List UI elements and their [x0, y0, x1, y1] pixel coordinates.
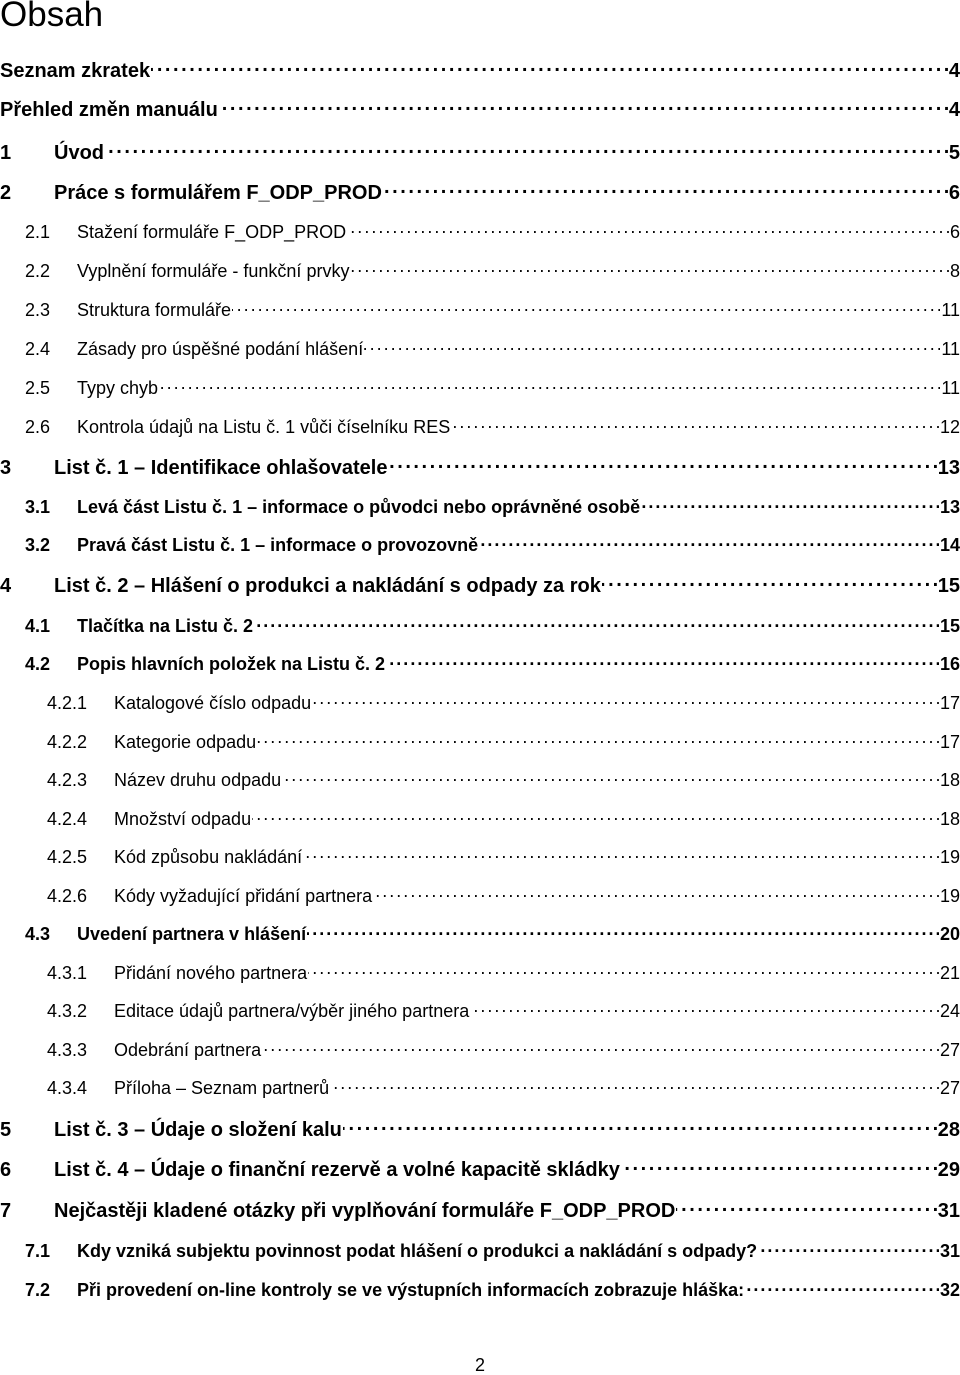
toc-item-3[interactable]: [0, 454, 960, 480]
toc-leader-dots: [383, 179, 948, 199]
toc-item-3-2[interactable]: [25, 533, 960, 556]
toc-item-number: 4.2.5: [47, 847, 88, 867]
toc-leader-dots: [159, 376, 940, 394]
toc-item-number: 7: [0, 1200, 12, 1222]
toc-item-text: Katalogové číslo odpadu: [114, 693, 312, 713]
toc-leader-dots: [641, 495, 939, 513]
toc-item-text: Editace údajů partnera/výběr jiného partnera: [114, 1001, 470, 1021]
toc-leader-dots: [307, 922, 939, 940]
toc-item-4-2[interactable]: [25, 652, 960, 675]
toc-leader-dots: [105, 139, 948, 159]
toc-item-text: Přidání nového partnera: [114, 963, 308, 983]
toc-leader-dots: [257, 730, 939, 748]
toc-leader-dots: [252, 807, 939, 825]
toc-item-page: 13: [937, 457, 960, 479]
toc-item-number: 2.1: [25, 222, 51, 242]
toc-item-number: 4.3.1: [47, 963, 88, 983]
toc-item-1[interactable]: [0, 139, 960, 165]
toc-leader-dots: [347, 220, 949, 238]
toc-leader-dots: [312, 691, 939, 709]
toc-leader-dots: [262, 1038, 939, 1056]
toc-item-text: Stažení formuláře F_ODP_PROD: [77, 222, 347, 242]
toc-leader-dots: [330, 1076, 939, 1094]
toc-item-2-2[interactable]: [25, 259, 960, 282]
toc-item-text: Kdy vzniká subjektu povinnost podat hlášení o produkci a nakládání s odpady?: [77, 1241, 758, 1261]
toc-leader-dots: [470, 999, 939, 1017]
toc-item-text: Přehled změn manuálu: [0, 99, 218, 121]
toc-item-page: 8: [949, 261, 960, 281]
toc-item-page: 11: [941, 300, 960, 320]
toc-item-page: 6: [949, 222, 960, 242]
toc-item-text: Kódy vyžadující přidání partnera: [114, 886, 373, 906]
toc-item-page: 14: [939, 535, 960, 555]
toc-item-page: 27: [939, 1078, 960, 1098]
toc-item-page: 17: [939, 732, 960, 752]
toc-item-7-2[interactable]: [25, 1278, 960, 1301]
toc-item-4-2-5[interactable]: [47, 845, 960, 868]
toc-item-4-2-3[interactable]: [47, 768, 960, 791]
toc-item-number: 2.3: [25, 300, 51, 320]
toc-item-number: 4.2.1: [47, 693, 88, 713]
toc-leader-dots: [451, 415, 939, 433]
toc-item-text: List č. 2 – Hlášení o produkci a nakládání s odpady za rok: [54, 575, 601, 597]
toc-item-number: 2.5: [25, 378, 51, 398]
toc-item-page: 4: [948, 60, 960, 82]
toc-item-number: 4.3: [25, 924, 51, 944]
toc-item-4-3-3[interactable]: [47, 1038, 960, 1061]
toc-item-text: List č. 1 – Identifikace ohlašovatele: [54, 457, 388, 479]
toc-item-number: 5: [0, 1119, 12, 1141]
toc-item-4-1[interactable]: [25, 614, 960, 637]
toc-item-page: 21: [939, 963, 960, 983]
toc-item-4-3-1[interactable]: [47, 961, 960, 984]
toc-item-text: Množství odpadu: [114, 809, 252, 829]
toc-item-5[interactable]: [0, 1116, 960, 1142]
toc-leader-dots: [308, 961, 939, 979]
toc-item-number: 2.6: [25, 417, 51, 437]
toc-leader-dots: [745, 1278, 939, 1296]
toc-item-page: 13: [939, 497, 960, 517]
toc-item-4-3-2[interactable]: [47, 999, 960, 1022]
toc-leader-dots: [303, 845, 939, 863]
toc-item-4-2-2[interactable]: [47, 730, 960, 753]
toc-leader-dots: [364, 337, 940, 355]
toc-leader-dots: [621, 1156, 937, 1176]
toc-item-number: 3.2: [25, 535, 51, 555]
toc-item-text: Tlačítka na Listu č. 2: [77, 616, 254, 636]
toc-item-text: Popis hlavních položek na Listu č. 2: [77, 654, 386, 674]
toc-item-text: Kód způsobu nakládání: [114, 847, 303, 867]
toc-item-page: 32: [939, 1280, 960, 1300]
toc-item-4-2-6[interactable]: [47, 884, 960, 907]
toc-item-4-3-4[interactable]: [47, 1076, 960, 1099]
toc-item-7[interactable]: [0, 1197, 960, 1223]
toc-item-page: 11: [941, 339, 960, 359]
page-number: 2: [474, 1355, 485, 1375]
toc-leader-dots: [232, 298, 940, 316]
toc-item-number: 6: [0, 1159, 12, 1181]
toc-item-text: Pravá část Listu č. 1 – informace o provozovně: [77, 535, 479, 555]
toc-item-number: 4.1: [25, 616, 51, 636]
toc-item-2-5[interactable]: [25, 376, 960, 399]
toc-leader-dots: [758, 1239, 939, 1257]
toc-leader-dots: [388, 454, 936, 474]
toc-item-number: 4.2.2: [47, 732, 88, 752]
toc-item-prehled-zmen[interactable]: [0, 96, 960, 122]
toc-item-text: Struktura formuláře: [77, 300, 232, 320]
toc-item-page: 16: [939, 654, 960, 674]
toc-item-text: Seznam zkratek: [0, 60, 151, 82]
toc-item-number: 4.2: [25, 654, 51, 674]
toc-leader-dots: [373, 884, 939, 902]
toc-item-2-3[interactable]: [25, 298, 960, 321]
toc-item-text: List č. 4 – Údaje o finanční rezervě a volné kapacitě skládky: [54, 1159, 620, 1181]
toc-item-page: 31: [937, 1200, 960, 1222]
toc-item-text: Zásady pro úspěšné podání hlášení: [77, 339, 364, 359]
toc-leader-dots: [254, 614, 939, 632]
toc-leader-dots: [282, 768, 939, 786]
toc-item-page: 12: [939, 417, 960, 437]
toc-item-3-1[interactable]: [25, 495, 960, 518]
toc-item-number: 4.3.4: [47, 1078, 88, 1098]
toc-item-page: 27: [939, 1040, 960, 1060]
toc-item-page: 15: [937, 575, 960, 597]
toc-item-text: Kategorie odpadu: [114, 732, 257, 752]
toc-item-page: 17: [939, 693, 960, 713]
toc-item-2[interactable]: [0, 179, 960, 205]
toc-item-page: 18: [939, 770, 960, 790]
toc-item-text: Práce s formulářem F_ODP_PROD: [54, 182, 382, 204]
toc-item-page: 18: [939, 809, 960, 829]
toc-item-page: 19: [939, 847, 960, 867]
toc-leader-dots: [602, 572, 937, 592]
toc-item-2-6[interactable]: [25, 415, 960, 438]
toc-item-number: 2.2: [25, 261, 51, 281]
toc-item-number: 4.2.6: [47, 886, 88, 906]
toc-item-text: Úvod: [54, 142, 104, 164]
toc-leader-dots: [386, 652, 939, 670]
toc-item-6[interactable]: [0, 1156, 960, 1182]
toc-item-page: 11: [941, 378, 960, 398]
toc-item-text: Při provedení on-line kontroly se ve výstupních informacích zobrazuje hláška:: [77, 1280, 745, 1300]
toc-item-page: 15: [939, 616, 960, 636]
toc-item-page: 28: [937, 1119, 960, 1141]
toc-item-text: Odebrání partnera: [114, 1040, 262, 1060]
toc-item-number: 4.3.3: [47, 1040, 88, 1060]
toc-item-page: 4: [948, 99, 960, 121]
toc-leader-dots: [350, 259, 949, 277]
toc-item-number: 2: [0, 182, 12, 204]
toc-item-number: 7.1: [25, 1241, 51, 1261]
toc-item-number: 4.2.4: [47, 809, 88, 829]
toc-leader-dots: [676, 1197, 936, 1217]
toc-item-page: 5: [948, 142, 960, 164]
toc-item-text: Typy chyb: [77, 378, 159, 398]
toc-item-7-1[interactable]: [25, 1239, 960, 1262]
toc-item-number: 3: [0, 457, 12, 479]
toc-item-page: 6: [948, 182, 960, 204]
toc-item-number: 7.2: [25, 1280, 51, 1300]
toc-leader-dots: [479, 533, 939, 551]
toc-item-text: Název druhu odpadu: [114, 770, 282, 790]
page-title: Obsah: [0, 0, 104, 34]
toc-item-page: 29: [937, 1159, 960, 1181]
toc-item-text: Vyplnění formuláře - funkční prvky: [77, 261, 350, 281]
toc-item-2-4[interactable]: [25, 337, 960, 360]
toc-item-number: 2.4: [25, 339, 51, 359]
toc-item-page: 20: [939, 924, 960, 944]
toc-item-text: Levá část Listu č. 1 – informace o původci nebo oprávněné osobě: [77, 497, 641, 517]
toc-item-text: Nejčastěji kladené otázky při vyplňování formuláře F_ODP_PROD: [54, 1200, 676, 1222]
toc-item-page: 19: [939, 886, 960, 906]
toc-item-page: 31: [939, 1241, 960, 1261]
toc-item-4-3[interactable]: [25, 922, 960, 945]
toc-item-number: 4: [0, 575, 12, 597]
toc-leader-dots: [343, 1116, 937, 1136]
toc-item-4[interactable]: [0, 572, 960, 598]
toc-item-seznam-zkratek[interactable]: [0, 57, 960, 83]
toc-item-4-2-4[interactable]: [47, 807, 960, 830]
toc-leader-dots: [219, 96, 948, 116]
toc-item-text: Uvedení partnera v hlášení: [77, 924, 307, 944]
toc-item-number: 4.3.2: [47, 1001, 88, 1021]
toc-item-number: 4.2.3: [47, 770, 88, 790]
toc-item-text: List č. 3 – Údaje o složení kalu: [54, 1119, 342, 1141]
toc-leader-dots: [151, 57, 948, 77]
toc-item-4-2-1[interactable]: [47, 691, 960, 714]
toc-item-2-1[interactable]: [25, 220, 960, 243]
toc-item-number: 1: [0, 142, 12, 164]
toc-item-page: 24: [939, 1001, 960, 1021]
toc-item-text: Kontrola údajů na Listu č. 1 vůči číselníku RES: [77, 417, 451, 437]
toc-item-number: 3.1: [25, 497, 51, 517]
toc-item-text: Příloha – Seznam partnerů: [114, 1078, 330, 1098]
